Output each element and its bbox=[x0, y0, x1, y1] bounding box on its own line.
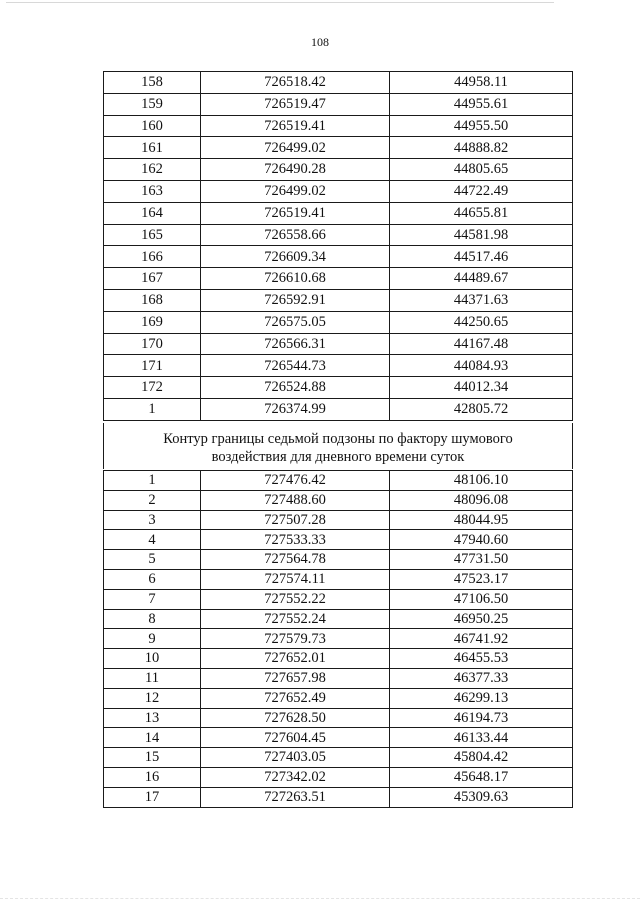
table-row bbox=[104, 246, 573, 268]
table-row bbox=[104, 490, 573, 510]
table-row bbox=[104, 688, 573, 708]
table-row bbox=[104, 708, 573, 728]
y-coordinate-cell: 45648.17 bbox=[390, 767, 573, 787]
x-coordinate-cell: 727476.42 bbox=[201, 471, 390, 491]
y-coordinate-cell: 45309.63 bbox=[390, 787, 573, 807]
point-number-cell: 166 bbox=[104, 246, 201, 268]
point-number-cell: 168 bbox=[104, 289, 201, 311]
table-row bbox=[104, 115, 573, 137]
point-number-cell: 167 bbox=[104, 268, 201, 290]
table-row bbox=[104, 398, 573, 420]
x-coordinate-cell: 727564.78 bbox=[201, 550, 390, 570]
x-coordinate-cell: 726610.68 bbox=[201, 268, 390, 290]
x-coordinate-cell: 727657.98 bbox=[201, 668, 390, 688]
y-coordinate-cell: 46741.92 bbox=[390, 629, 573, 649]
x-coordinate-cell: 726499.02 bbox=[201, 180, 390, 202]
y-coordinate-cell: 47731.50 bbox=[390, 550, 573, 570]
point-number-cell: 3 bbox=[104, 510, 201, 530]
coordinates-table-upper bbox=[103, 71, 573, 421]
x-coordinate-cell: 727263.51 bbox=[201, 787, 390, 807]
point-number-cell: 161 bbox=[104, 137, 201, 159]
table-row bbox=[104, 333, 573, 355]
y-coordinate-cell: 44722.49 bbox=[390, 180, 573, 202]
scan-edge-top bbox=[6, 2, 554, 3]
x-coordinate-cell: 726519.47 bbox=[201, 93, 390, 115]
point-number-cell: 5 bbox=[104, 550, 201, 570]
y-coordinate-cell: 46299.13 bbox=[390, 688, 573, 708]
y-coordinate-cell: 44655.81 bbox=[390, 202, 573, 224]
y-coordinate-cell: 44084.93 bbox=[390, 355, 573, 377]
point-number-cell: 17 bbox=[104, 787, 201, 807]
table-row bbox=[104, 224, 573, 246]
point-number-cell: 163 bbox=[104, 180, 201, 202]
y-coordinate-cell: 48106.10 bbox=[390, 471, 573, 491]
table-row bbox=[104, 180, 573, 202]
y-coordinate-cell: 47106.50 bbox=[390, 589, 573, 609]
table-row bbox=[104, 569, 573, 589]
y-coordinate-cell: 47940.60 bbox=[390, 530, 573, 550]
point-number-cell: 15 bbox=[104, 748, 201, 768]
y-coordinate-cell: 44581.98 bbox=[390, 224, 573, 246]
x-coordinate-cell: 727604.45 bbox=[201, 728, 390, 748]
section-heading bbox=[103, 423, 573, 469]
x-coordinate-cell: 726575.05 bbox=[201, 311, 390, 333]
point-number-cell: 1 bbox=[104, 471, 201, 491]
x-coordinate-cell: 726544.73 bbox=[201, 355, 390, 377]
x-coordinate-cell: 727652.01 bbox=[201, 649, 390, 669]
point-number-cell: 158 bbox=[104, 72, 201, 94]
table-row bbox=[104, 649, 573, 669]
x-coordinate-cell: 727488.60 bbox=[201, 490, 390, 510]
y-coordinate-cell: 44250.65 bbox=[390, 311, 573, 333]
scan-edge-bottom bbox=[0, 898, 640, 899]
x-coordinate-cell: 727579.73 bbox=[201, 629, 390, 649]
x-coordinate-cell: 727652.49 bbox=[201, 688, 390, 708]
point-number-cell: 9 bbox=[104, 629, 201, 649]
x-coordinate-cell: 727533.33 bbox=[201, 530, 390, 550]
point-number-cell: 170 bbox=[104, 333, 201, 355]
y-coordinate-cell: 46455.53 bbox=[390, 649, 573, 669]
y-coordinate-cell: 45804.42 bbox=[390, 748, 573, 768]
point-number-cell: 14 bbox=[104, 728, 201, 748]
y-coordinate-cell: 44888.82 bbox=[390, 137, 573, 159]
x-coordinate-cell: 727342.02 bbox=[201, 767, 390, 787]
table-row bbox=[104, 589, 573, 609]
table-row bbox=[104, 787, 573, 807]
x-coordinate-cell: 727628.50 bbox=[201, 708, 390, 728]
point-number-cell: 4 bbox=[104, 530, 201, 550]
table-row bbox=[104, 471, 573, 491]
y-coordinate-cell: 44489.67 bbox=[390, 268, 573, 290]
point-number-cell: 11 bbox=[104, 668, 201, 688]
x-coordinate-cell: 727507.28 bbox=[201, 510, 390, 530]
table-row bbox=[104, 668, 573, 688]
table-row bbox=[104, 159, 573, 181]
point-number-cell: 13 bbox=[104, 708, 201, 728]
x-coordinate-cell: 726499.02 bbox=[201, 137, 390, 159]
table-row bbox=[104, 748, 573, 768]
y-coordinate-cell: 44167.48 bbox=[390, 333, 573, 355]
point-number-cell: 8 bbox=[104, 609, 201, 629]
y-coordinate-cell: 47523.17 bbox=[390, 569, 573, 589]
x-coordinate-cell: 727552.22 bbox=[201, 589, 390, 609]
point-number-cell: 160 bbox=[104, 115, 201, 137]
x-coordinate-cell: 726558.66 bbox=[201, 224, 390, 246]
x-coordinate-cell: 726566.31 bbox=[201, 333, 390, 355]
point-number-cell: 159 bbox=[104, 93, 201, 115]
point-number-cell: 165 bbox=[104, 224, 201, 246]
table-row bbox=[104, 530, 573, 550]
table-row bbox=[104, 355, 573, 377]
x-coordinate-cell: 726519.41 bbox=[201, 115, 390, 137]
table-row bbox=[104, 93, 573, 115]
x-coordinate-cell: 726518.42 bbox=[201, 72, 390, 94]
y-coordinate-cell: 46950.25 bbox=[390, 609, 573, 629]
y-coordinate-cell: 44805.65 bbox=[390, 159, 573, 181]
x-coordinate-cell: 727552.24 bbox=[201, 609, 390, 629]
point-number-cell: 6 bbox=[104, 569, 201, 589]
y-coordinate-cell: 44955.61 bbox=[390, 93, 573, 115]
y-coordinate-cell: 44517.46 bbox=[390, 246, 573, 268]
y-coordinate-cell: 46133.44 bbox=[390, 728, 573, 748]
y-coordinate-cell: 44958.11 bbox=[390, 72, 573, 94]
table-row bbox=[104, 72, 573, 94]
x-coordinate-cell: 726592.91 bbox=[201, 289, 390, 311]
table-row bbox=[104, 289, 573, 311]
x-coordinate-cell: 726519.41 bbox=[201, 202, 390, 224]
point-number-cell: 172 bbox=[104, 377, 201, 399]
table-row bbox=[104, 629, 573, 649]
table-row bbox=[104, 550, 573, 570]
coordinates-table-lower-body bbox=[104, 471, 573, 808]
coordinates-table-upper-body bbox=[104, 72, 573, 421]
point-number-cell: 10 bbox=[104, 649, 201, 669]
x-coordinate-cell: 726609.34 bbox=[201, 246, 390, 268]
y-coordinate-cell: 44371.63 bbox=[390, 289, 573, 311]
y-coordinate-cell: 42805.72 bbox=[390, 398, 573, 420]
table-row bbox=[104, 609, 573, 629]
x-coordinate-cell: 727403.05 bbox=[201, 748, 390, 768]
table-row bbox=[104, 728, 573, 748]
x-coordinate-cell: 726490.28 bbox=[201, 159, 390, 181]
point-number-cell: 169 bbox=[104, 311, 201, 333]
y-coordinate-cell: 48044.95 bbox=[390, 510, 573, 530]
table-row bbox=[104, 377, 573, 399]
point-number-cell: 171 bbox=[104, 355, 201, 377]
x-coordinate-cell: 726524.88 bbox=[201, 377, 390, 399]
point-number-cell: 2 bbox=[104, 490, 201, 510]
table-row bbox=[104, 202, 573, 224]
y-coordinate-cell: 46194.73 bbox=[390, 708, 573, 728]
point-number-cell: 12 bbox=[104, 688, 201, 708]
y-coordinate-cell: 48096.08 bbox=[390, 490, 573, 510]
point-number-cell: 16 bbox=[104, 767, 201, 787]
table-row bbox=[104, 268, 573, 290]
x-coordinate-cell: 727574.11 bbox=[201, 569, 390, 589]
point-number-cell: 1 bbox=[104, 398, 201, 420]
coordinates-table-lower bbox=[103, 470, 573, 808]
y-coordinate-cell: 44012.34 bbox=[390, 377, 573, 399]
table-row bbox=[104, 311, 573, 333]
point-number-cell: 162 bbox=[104, 159, 201, 181]
x-coordinate-cell: 726374.99 bbox=[201, 398, 390, 420]
y-coordinate-cell: 46377.33 bbox=[390, 668, 573, 688]
page-number: 108 bbox=[311, 35, 329, 49]
section-heading-line-2: воздействия для дневного времени суток bbox=[211, 449, 465, 465]
point-number-cell: 164 bbox=[104, 202, 201, 224]
table-row bbox=[104, 767, 573, 787]
point-number-cell: 7 bbox=[104, 589, 201, 609]
section-heading-line-1: Контур границы седьмой подзоны по фактору шумового bbox=[163, 431, 513, 447]
y-coordinate-cell: 44955.50 bbox=[390, 115, 573, 137]
table-row bbox=[104, 137, 573, 159]
table-row bbox=[104, 510, 573, 530]
